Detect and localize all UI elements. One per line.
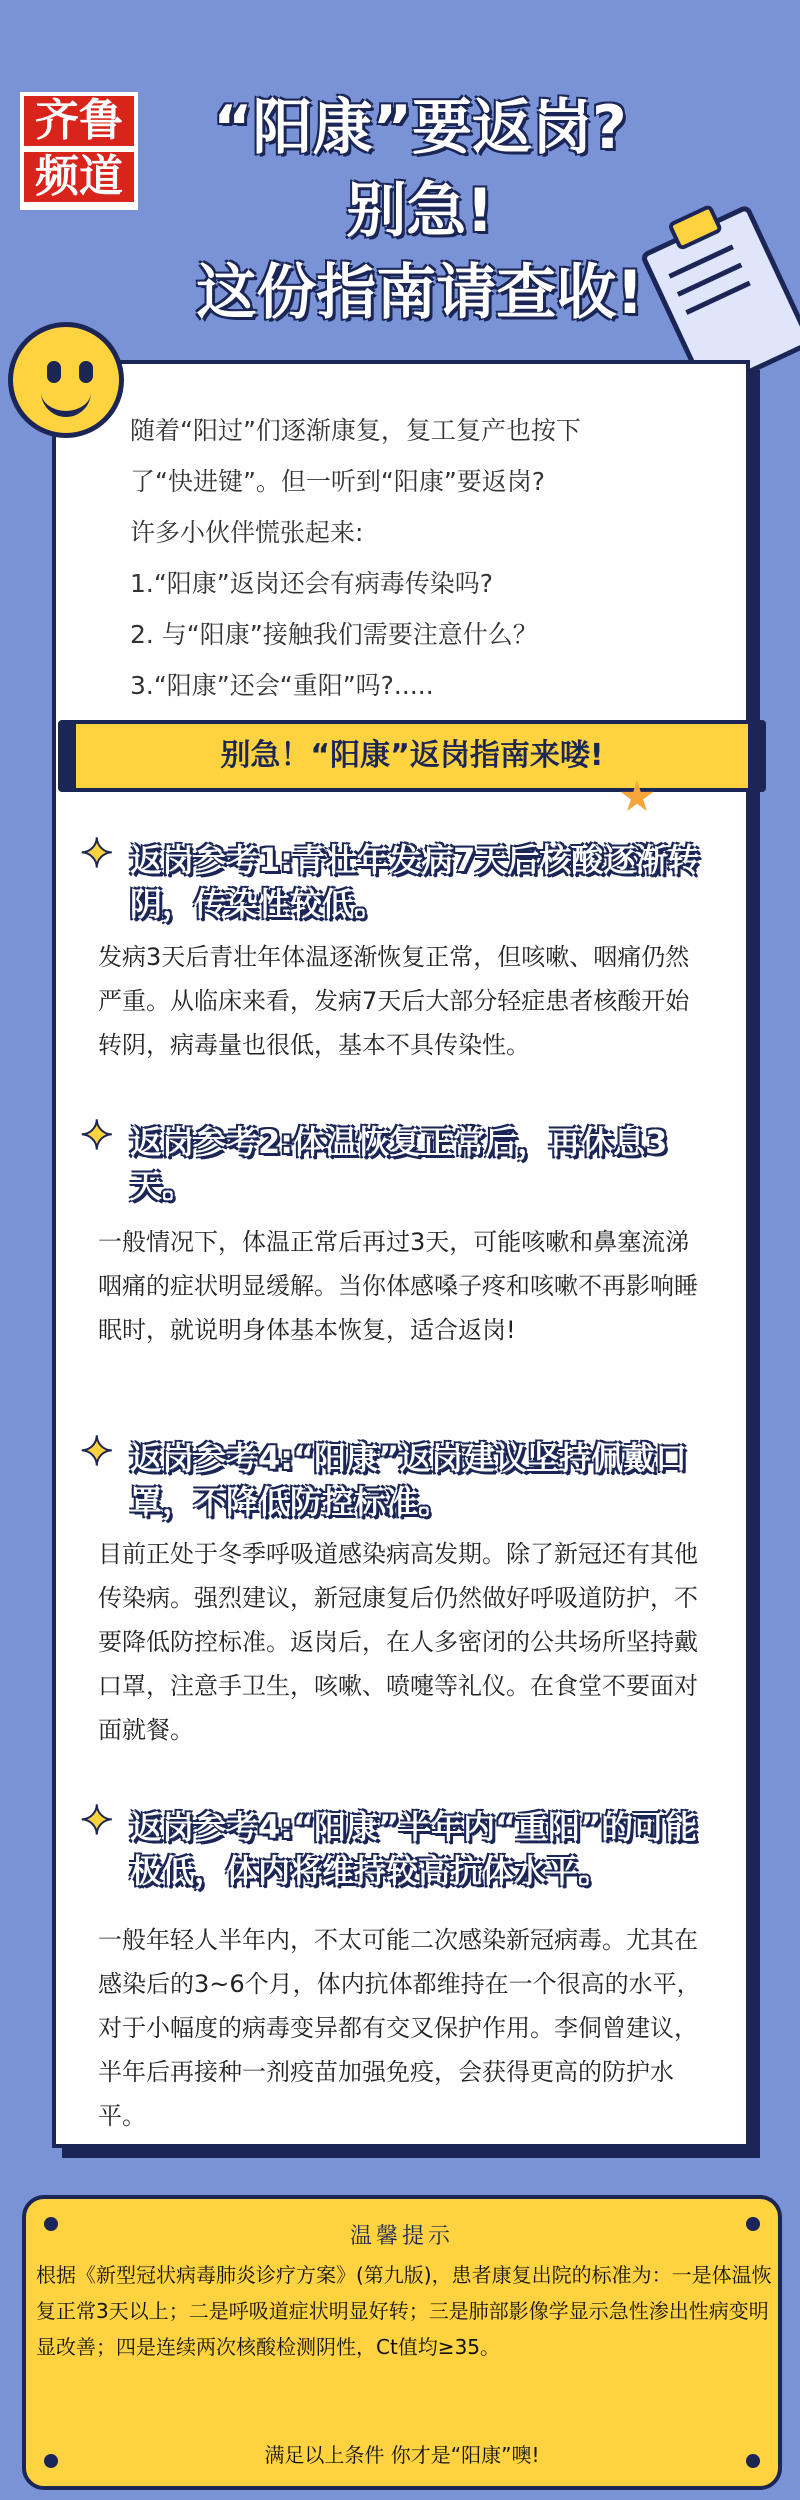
- intro-line: 许多小伙伴慌张起来:: [130, 518, 364, 547]
- section-body-3: 目前正处于冬季呼吸道感染病高发期。除了新冠还有其他传染病。强烈建议，新冠康复后仍然做好呼吸道防护，不要降低防控标准。返岗后，在人多密闭的公共场所坚持戴口罩，注意手卫生，咳嗽、喷嚏等礼仪。在食堂不要面对面就餐。: [98, 1540, 698, 1744]
- section-title-1: 返岗参考1:青壮年发病7天后核酸逐渐转阴，传染性较低。: [130, 841, 700, 923]
- section-body-4: 一般年轻人半年内，不太可能二次感染新冠病毒。尤其在感染后的3~6个月，体内抗体都维持在一个很高的水平，对于小幅度的病毒变异都有交叉保护作用。李侗曾建议，半年后再接种一剂疫苗加强免疫，会获得更高的防护水平。: [98, 1926, 701, 2130]
- tips-box: [22, 2195, 782, 2490]
- section-body-1: 发病3天后青壮年体温逐渐恢复正常，但咳嗽、咽痛仍然严重。从临床来看，发病7天后大部分轻症患者核酸开始转阴，病毒量也很低，基本不具传染性。: [98, 943, 690, 1059]
- section-title-3: 返岗参考4:“阳康”返岗建议坚持佩戴口罩，不降低防控标准。: [130, 1439, 688, 1521]
- section-title-4: 返岗参考4:“阳康”半年内“重阳”的可能极低，体内将维持较高抗体水平。: [130, 1808, 698, 1890]
- section-body-2: 一般情况下，体温正常后再过3天，可能咳嗽和鼻塞流涕咽痛的症状明显缓解。当你体感嗓子疼和咳嗽不再影响睡眠时，就说明身体基本恢复，适合返岗!: [98, 1228, 698, 1344]
- intro-line: 1.“阳康”返岗还会有病毒传染吗?: [130, 569, 494, 598]
- banner-text: 别急！“阳康”返岗指南来喽!: [220, 738, 604, 773]
- headline-line2: 别急!: [346, 176, 494, 246]
- sparkle-icon: [80, 840, 108, 868]
- section-title-2: 返岗参考2:体温恢复正常后，再休息3天。: [130, 1123, 668, 1205]
- logo-line2: 频道: [24, 152, 134, 202]
- tips-title: 温馨提示: [349, 2224, 454, 2249]
- intro-line: 3.“阳康”还会“重阳”吗?.....: [130, 671, 434, 700]
- intro-text: [130, 405, 710, 711]
- smiley-face-icon: [8, 322, 124, 438]
- tips-footer: 满足以上条件 你才是“阳康”噢!: [264, 2443, 540, 2467]
- headline-line3: 这份指南请查收!: [196, 258, 644, 328]
- tips-body: 根据《新型冠状病毒肺炎诊疗方案》(第九版)，患者康复出院的标准为：一是体温恢复正常3天以上；二是呼吸道症状明显好转；三是肺部影像学显示急性渗出性病变明显改善；四是连续两次核酸检测阴性，Ct值均≥35。: [36, 2263, 772, 2359]
- sparkle-icon: [80, 1438, 108, 1466]
- headline-line1: “阳康”要返岗?: [213, 93, 627, 163]
- intro-line: 了“快进键”。但一听到“阳康”要返岗?: [130, 467, 546, 496]
- guide-banner: [58, 720, 766, 792]
- logo-line1: 齐鲁: [24, 96, 134, 146]
- intro-line: 随着“阳过”们逐渐康复，复工复产也按下: [130, 416, 581, 445]
- intro-line: 2. 与“阳康”接触我们需要注意什么？: [130, 620, 538, 649]
- sparkle-icon: [80, 1122, 108, 1150]
- sparkle-icon: [80, 1807, 108, 1835]
